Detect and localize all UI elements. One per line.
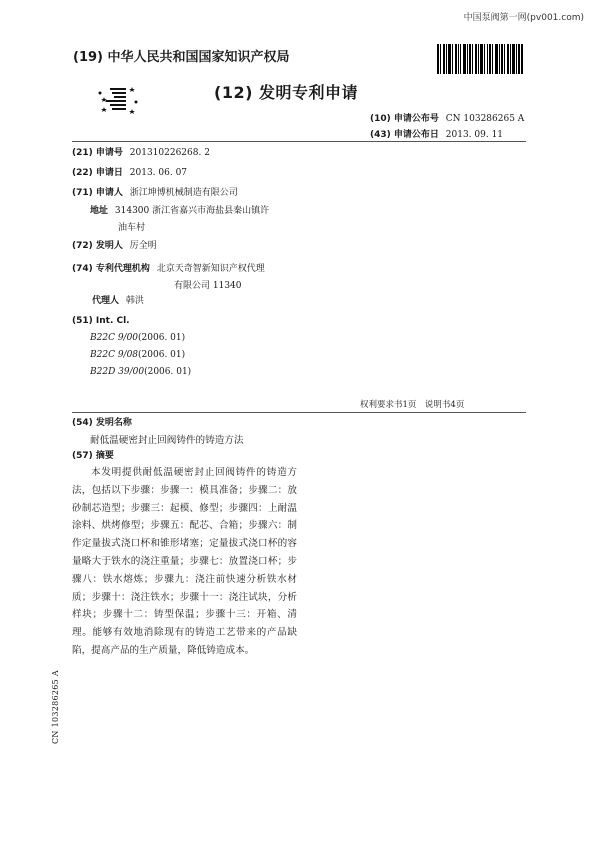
abstract-text: 本发明提供耐低温硬密封止回阀铸件的铸造方法，包括以下步骤：步骤一：模具准备；步骤二：放砂制芯造型；步骤三：起模、修型；步骤四：上耐温涂料、烘烤修型；步骤五：配芯、合箱；步骤六：制作定量拔式浇口杯和锥形堵塞；定量拔式浇口杯的容量略大于铁水的浇注重量；步骤七：放置浇口杯；步骤八：铁水熔炼；步骤九：浇注前快速分析铁水材质；步骤十：浇注铁水；步骤十一：浇注试块，分析样块；步骤十二：铸型保温；步骤十三：开箱、清理。能够有效地消除现有的铸造工艺带来的产品缺陷，提高产品的生产质量，降低铸造成本。: [72, 467, 297, 656]
agency-line-2: 有限公司 11340: [174, 281, 242, 291]
side-publication-id: CN 103286265 A: [51, 670, 60, 744]
address-label: 地址: [90, 206, 109, 216]
application-number: 201310226268. 2: [129, 148, 210, 158]
invention-title: 耐低温硬密封止回阀铸件的铸造方法: [90, 435, 244, 446]
inventor-name: 厉全明: [129, 241, 157, 251]
document-type: (12) 发明专利申请: [214, 83, 358, 102]
inventor-row: [72, 239, 157, 253]
bib-divider: [72, 412, 526, 413]
ipc-date: (2006. 01): [138, 333, 186, 343]
agency-label: (74) 专利代理机构: [72, 264, 150, 274]
ipc-code: B22D 39/00: [90, 367, 145, 377]
barcode: [437, 44, 523, 74]
application-date-row: [72, 166, 187, 180]
ipc-code: B22C 9/00: [90, 333, 139, 343]
abstract-label: [72, 449, 114, 463]
publication-number-label: (10) 申请公布号: [370, 114, 439, 124]
ipc-class-2: [90, 350, 185, 360]
agency-line-1: 北京天奇智新知识产权代理: [156, 264, 265, 274]
agent-label: 代理人: [92, 296, 120, 306]
ipc-class-3: [90, 367, 191, 377]
invention-title-label: [72, 416, 132, 430]
header-divider: [72, 141, 526, 142]
address-row: [90, 204, 269, 218]
ipc-class-1: [90, 333, 185, 343]
applicant-name: 浙江坤博机械制造有限公司: [129, 188, 238, 198]
agency-row: [72, 262, 265, 276]
ipc-code: B22C 9/08: [90, 350, 139, 360]
publication-date-label: (43) 申请公布日: [370, 130, 439, 140]
pages-info: 权利要求书1页 说明书4页: [360, 400, 465, 410]
application-date-label: (22) 申请日: [72, 168, 123, 178]
publication-number-row: [370, 111, 524, 124]
invention-title-label-text: (54) 发明名称: [72, 418, 132, 428]
ipc-date: (2006. 01): [144, 367, 192, 377]
ipc-date: (2006. 01): [138, 350, 186, 360]
application-number-label: (21) 申请号: [72, 148, 123, 158]
abstract-label-text: (57) 摘要: [72, 451, 114, 461]
address-line-2: 油车村: [118, 223, 146, 233]
source-watermark: 中国泵阀第一网(pv001.com): [463, 13, 584, 23]
address-line-1: 314300 浙江省嘉兴市海盐县秦山镇许: [114, 206, 270, 216]
publication-date: 2013. 09. 11: [445, 130, 504, 140]
publication-date-row: [370, 127, 503, 140]
intcl-label: [72, 314, 130, 328]
applicant-row: [72, 186, 238, 200]
agent-name: 韩洪: [125, 296, 144, 306]
intcl-label-text: (51) Int. Cl.: [72, 316, 130, 326]
agent-row: [92, 294, 144, 308]
application-date: 2013. 06. 07: [129, 168, 188, 178]
issuing-authority: (19) 中华人民共和国国家知识产权局: [73, 50, 290, 65]
applicant-label: (71) 申请人: [72, 188, 123, 198]
inventor-label: (72) 发明人: [72, 241, 123, 251]
publication-number: CN 103286265 A: [445, 114, 525, 124]
application-number-row: [72, 146, 210, 160]
emblem-icon: [96, 82, 140, 118]
